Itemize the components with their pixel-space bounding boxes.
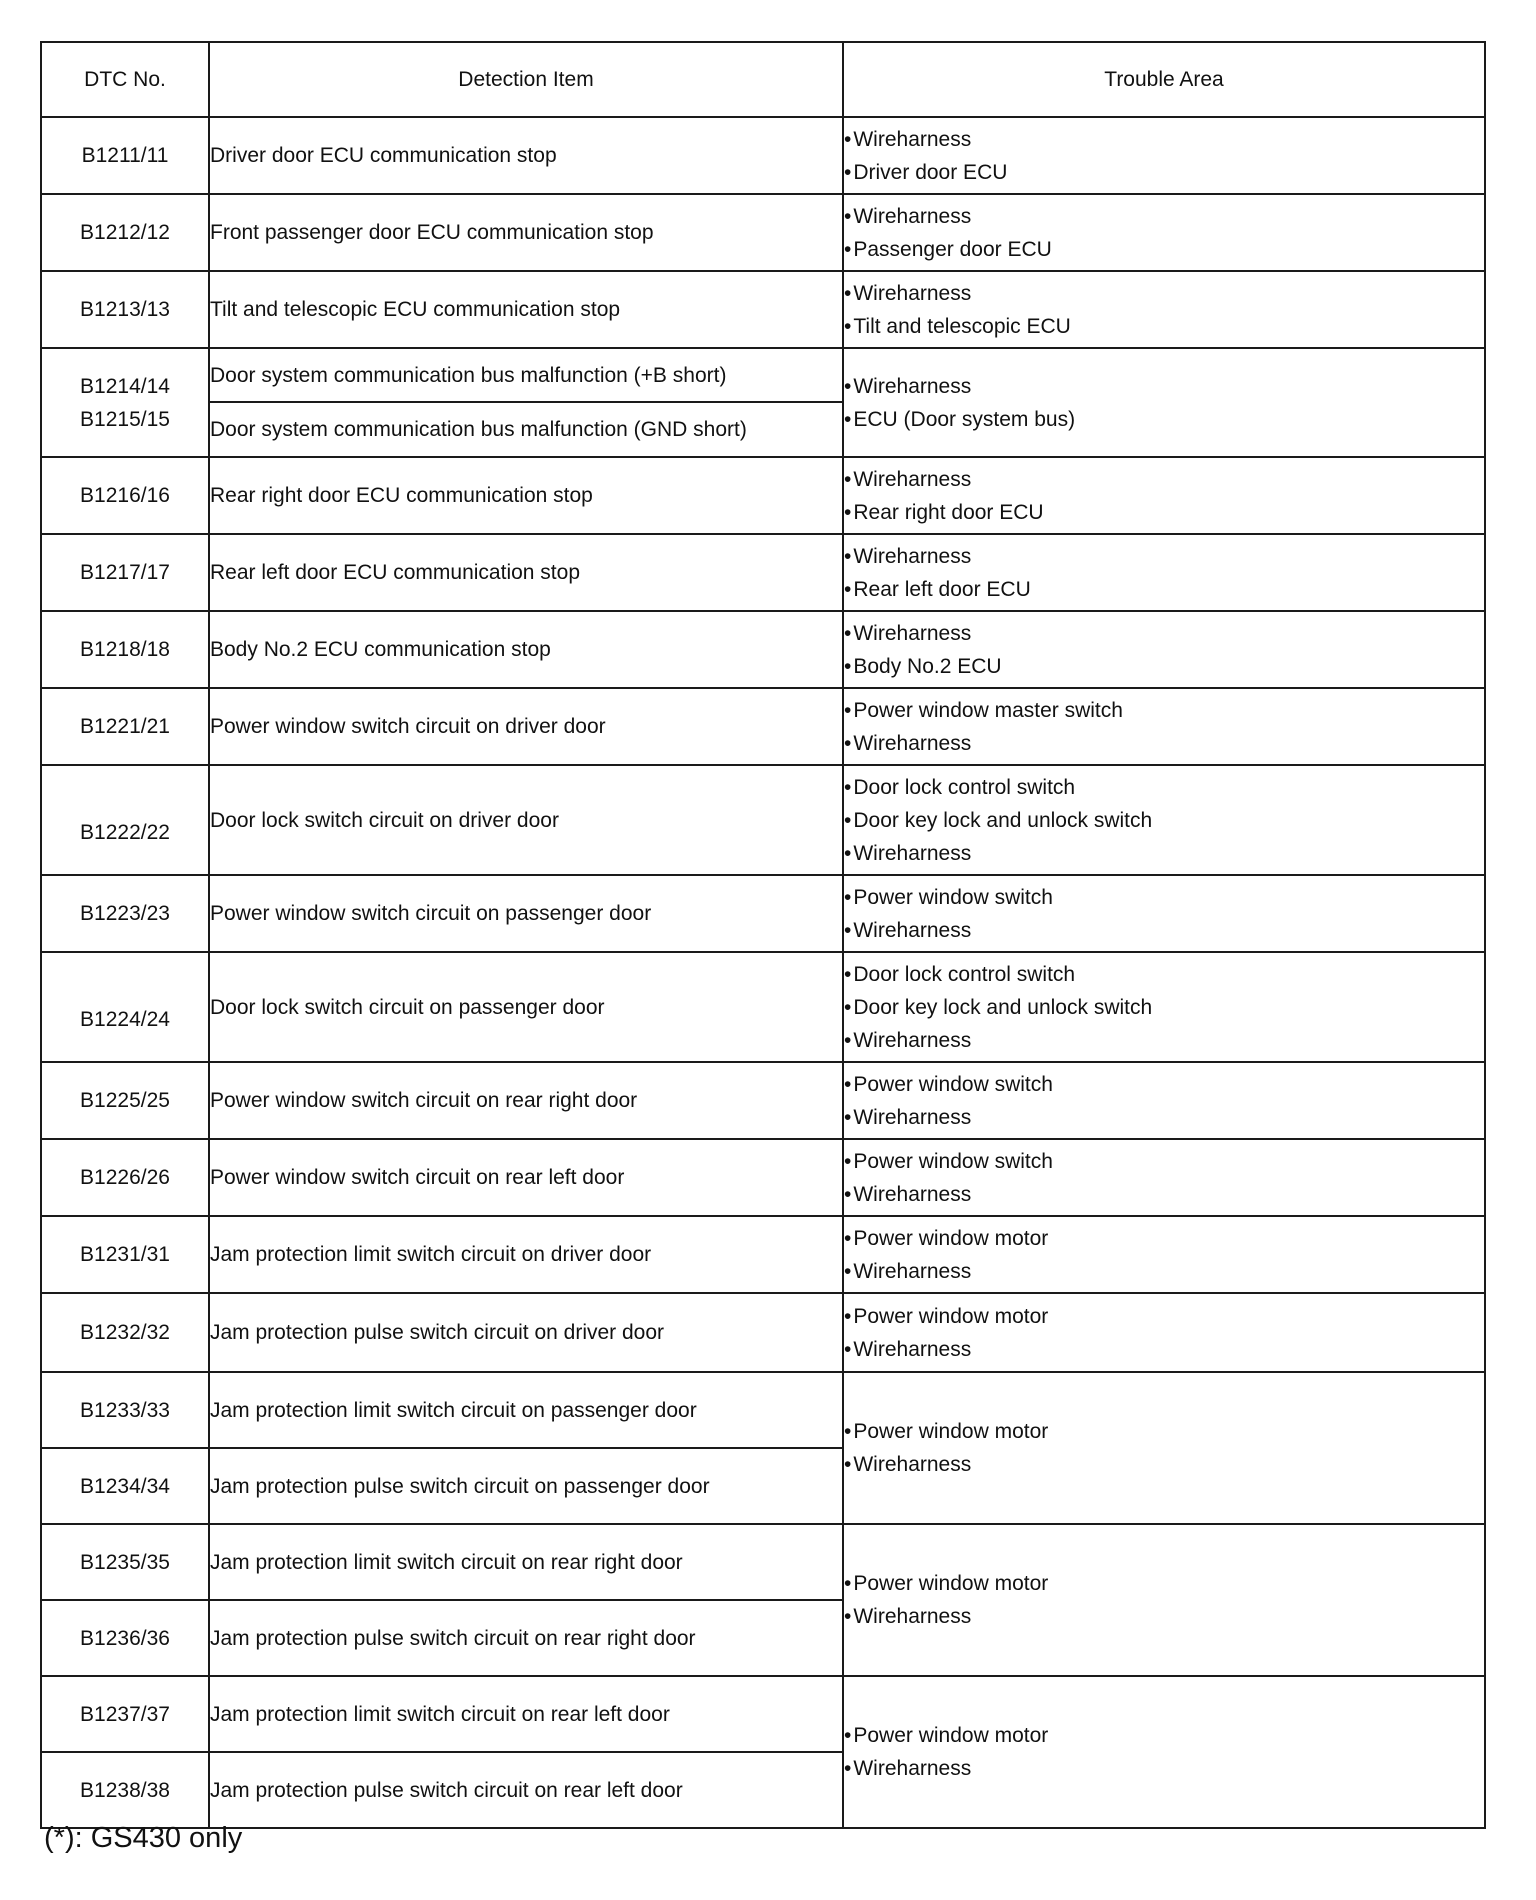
dtc-code: B1231/31 bbox=[80, 1243, 170, 1266]
detection-cell: Tilt and telescopic ECU communication stop bbox=[209, 271, 843, 348]
detection-cell: Jam protection pulse switch circuit on passenger door bbox=[209, 1448, 843, 1524]
detection-cell: Jam protection pulse switch circuit on rear right door bbox=[209, 1600, 843, 1676]
dtc-cell bbox=[41, 1216, 209, 1293]
table-row bbox=[41, 1524, 1485, 1600]
trouble-area-item: • Door key lock and unlock switch bbox=[844, 804, 1484, 837]
trouble-area-cell bbox=[843, 875, 1485, 952]
dtc-code: B1238/38 bbox=[80, 1778, 170, 1802]
table-row bbox=[41, 348, 1485, 402]
trouble-area-item: • Door key lock and unlock switch bbox=[844, 991, 1484, 1024]
dtc-code: B1214/14 bbox=[80, 374, 170, 398]
detection-cell: Door lock switch circuit on driver door bbox=[209, 765, 843, 875]
detection-cell: Jam protection limit switch circuit on driver door bbox=[209, 1216, 843, 1293]
table-row bbox=[41, 611, 1485, 688]
trouble-area-item: • Wireharness bbox=[844, 727, 1484, 760]
dtc-cell bbox=[41, 1293, 209, 1372]
trouble-area-item: • ECU (Door system bus) bbox=[844, 403, 1484, 436]
detection-cell: Power window switch circuit on passenger door bbox=[209, 875, 843, 952]
detection-cell: Rear left door ECU communication stop bbox=[209, 534, 843, 611]
table-row bbox=[41, 688, 1485, 765]
header-detection-item: Detection Item bbox=[209, 42, 843, 117]
dtc-cell bbox=[41, 457, 209, 534]
trouble-area-item: • Wireharness bbox=[844, 1752, 1484, 1785]
trouble-area-item: • Body No.2 ECU bbox=[844, 650, 1484, 683]
trouble-area-cell bbox=[843, 1139, 1485, 1216]
trouble-area-item: • Power window motor bbox=[844, 1415, 1484, 1448]
table-row bbox=[41, 194, 1485, 271]
trouble-area-item: • Wireharness bbox=[844, 1101, 1484, 1134]
dtc-cell bbox=[41, 875, 209, 952]
trouble-area-cell bbox=[843, 117, 1485, 194]
dtc-code: B1224/24 bbox=[80, 1007, 170, 1031]
table-row bbox=[41, 875, 1485, 952]
table-row bbox=[41, 952, 1485, 1062]
dtc-cell bbox=[41, 611, 209, 688]
trouble-area-item: • Wireharness bbox=[844, 123, 1484, 156]
detection-cell: Power window switch circuit on rear left door bbox=[209, 1139, 843, 1216]
detection-cell: Front passenger door ECU communication stop bbox=[209, 194, 843, 271]
trouble-area-cell bbox=[843, 688, 1485, 765]
dtc-cell bbox=[41, 688, 209, 765]
dtc-code: B1217/17 bbox=[80, 561, 170, 584]
dtc-cell bbox=[41, 765, 209, 875]
trouble-area-item: • Wireharness bbox=[844, 1600, 1484, 1633]
dtc-cell bbox=[41, 1600, 209, 1676]
trouble-area-item: • Driver door ECU bbox=[844, 156, 1484, 189]
trouble-area-item: • Wireharness bbox=[844, 540, 1484, 573]
dtc-cell bbox=[41, 271, 209, 348]
trouble-area-item: • Wireharness bbox=[844, 837, 1484, 870]
trouble-area-item: • Power window switch bbox=[844, 881, 1484, 914]
trouble-area-cell bbox=[843, 765, 1485, 875]
dtc-cell bbox=[41, 534, 209, 611]
footnote: (*): GS430 only bbox=[44, 1822, 243, 1854]
dtc-cell bbox=[41, 1448, 209, 1524]
header-trouble-area: Trouble Area bbox=[843, 42, 1485, 117]
table-row bbox=[41, 117, 1485, 194]
dtc-cell bbox=[41, 1524, 209, 1600]
trouble-area-cell bbox=[843, 271, 1485, 348]
trouble-area-item: • Wireharness bbox=[844, 1255, 1484, 1288]
dtc-code: B1236/36 bbox=[80, 1626, 170, 1650]
trouble-area-item: • Rear right door ECU bbox=[844, 496, 1484, 529]
trouble-area-cell bbox=[843, 457, 1485, 534]
detection-cell: Jam protection pulse switch circuit on driver door bbox=[209, 1293, 843, 1372]
dtc-cell bbox=[41, 1676, 209, 1752]
header-dtc-no: DTC No. bbox=[41, 42, 209, 117]
detection-cell: Door system communication bus malfunction (GND short) bbox=[209, 402, 843, 457]
trouble-area-cell bbox=[843, 348, 1485, 457]
detection-cell: Jam protection limit switch circuit on rear right door bbox=[209, 1524, 843, 1600]
trouble-area-item: • Power window motor bbox=[844, 1719, 1484, 1752]
table-row bbox=[41, 457, 1485, 534]
trouble-area-item: • Wireharness bbox=[844, 617, 1484, 650]
dtc-code: B1211/11 bbox=[81, 144, 169, 167]
trouble-area-item: • Power window motor bbox=[844, 1567, 1484, 1600]
detection-cell: Jam protection pulse switch circuit on rear left door bbox=[209, 1752, 843, 1828]
detection-cell: Rear right door ECU communication stop bbox=[209, 457, 843, 534]
dtc-cell bbox=[41, 1752, 209, 1828]
trouble-area-cell bbox=[843, 534, 1485, 611]
trouble-area-item: • Wireharness bbox=[844, 463, 1484, 496]
dtc-code: B1235/35 bbox=[80, 1550, 170, 1574]
trouble-area-item: • Power window switch bbox=[844, 1145, 1484, 1178]
table-row bbox=[41, 271, 1485, 348]
dtc-cell bbox=[41, 952, 209, 1062]
trouble-area-item: • Wireharness bbox=[844, 1448, 1484, 1481]
trouble-area-item: • Power window motor bbox=[844, 1222, 1484, 1255]
dtc-cell bbox=[41, 1062, 209, 1139]
table-row bbox=[41, 1293, 1485, 1372]
dtc-code: B1216/16 bbox=[80, 484, 170, 507]
table-row bbox=[41, 765, 1485, 875]
table-row bbox=[41, 1676, 1485, 1752]
dtc-code: B1223/23 bbox=[80, 902, 170, 925]
dtc-code: B1218/18 bbox=[80, 638, 170, 661]
dtc-code: B1226/26 bbox=[80, 1166, 170, 1189]
dtc-cell bbox=[41, 1139, 209, 1216]
trouble-area-item: • Wireharness bbox=[844, 1178, 1484, 1211]
trouble-area-item: • Door lock control switch bbox=[844, 771, 1484, 804]
trouble-area-cell bbox=[843, 1062, 1485, 1139]
detection-cell: Power window switch circuit on driver door bbox=[209, 688, 843, 765]
dtc-cell bbox=[41, 348, 209, 457]
dtc-cell bbox=[41, 117, 209, 194]
trouble-area-item: • Passenger door ECU bbox=[844, 233, 1484, 266]
dtc-code: B1232/32 bbox=[80, 1321, 170, 1344]
detection-cell: Jam protection limit switch circuit on passenger door bbox=[209, 1372, 843, 1448]
dtc-code: B1222/22 bbox=[80, 820, 170, 844]
dtc-code: B1215/15 bbox=[80, 407, 170, 431]
trouble-area-cell bbox=[843, 952, 1485, 1062]
detection-cell: Power window switch circuit on rear right door bbox=[209, 1062, 843, 1139]
dtc-code: B1213/13 bbox=[80, 298, 170, 321]
trouble-area-item: • Power window switch bbox=[844, 1068, 1484, 1101]
trouble-area-item: • Wireharness bbox=[844, 277, 1484, 310]
detection-cell: Door system communication bus malfunction (+B short) bbox=[209, 348, 843, 402]
detection-cell: Jam protection limit switch circuit on rear left door bbox=[209, 1676, 843, 1752]
trouble-area-cell bbox=[843, 1372, 1485, 1524]
header-row bbox=[41, 42, 1485, 117]
dtc-cell bbox=[41, 194, 209, 271]
trouble-area-item: • Wireharness bbox=[844, 914, 1484, 947]
dtc-code: B1234/34 bbox=[80, 1474, 170, 1498]
trouble-area-item: • Wireharness bbox=[844, 1333, 1484, 1366]
dtc-code: B1233/33 bbox=[80, 1398, 170, 1422]
dtc-cell bbox=[41, 1372, 209, 1448]
trouble-area-item: • Door lock control switch bbox=[844, 958, 1484, 991]
dtc-code: B1221/21 bbox=[80, 715, 170, 738]
dtc-code: B1212/12 bbox=[80, 221, 170, 244]
trouble-area-cell bbox=[843, 1293, 1485, 1372]
trouble-area-item: • Wireharness bbox=[844, 200, 1484, 233]
trouble-area-cell bbox=[843, 1216, 1485, 1293]
detection-cell: Door lock switch circuit on passenger door bbox=[209, 952, 843, 1062]
trouble-area-cell bbox=[843, 1524, 1485, 1676]
table-row bbox=[41, 1372, 1485, 1448]
trouble-area-item: • Rear left door ECU bbox=[844, 573, 1484, 606]
trouble-area-cell bbox=[843, 1676, 1485, 1828]
detection-cell: Driver door ECU communication stop bbox=[209, 117, 843, 194]
dtc-code: B1237/37 bbox=[80, 1702, 170, 1726]
trouble-area-cell bbox=[843, 611, 1485, 688]
table-row bbox=[41, 1139, 1485, 1216]
table-row bbox=[41, 1216, 1485, 1293]
trouble-area-item: • Wireharness bbox=[844, 370, 1484, 403]
dtc-table bbox=[40, 41, 1486, 1829]
trouble-area-item: • Tilt and telescopic ECU bbox=[844, 310, 1484, 343]
trouble-area-item: • Wireharness bbox=[844, 1024, 1484, 1057]
trouble-area-item: • Power window master switch bbox=[844, 694, 1484, 727]
detection-cell: Body No.2 ECU communication stop bbox=[209, 611, 843, 688]
table-row bbox=[41, 1062, 1485, 1139]
dtc-code: B1225/25 bbox=[80, 1089, 170, 1112]
trouble-area-item: • Power window motor bbox=[844, 1300, 1484, 1333]
trouble-area-cell bbox=[843, 194, 1485, 271]
table-row bbox=[41, 534, 1485, 611]
